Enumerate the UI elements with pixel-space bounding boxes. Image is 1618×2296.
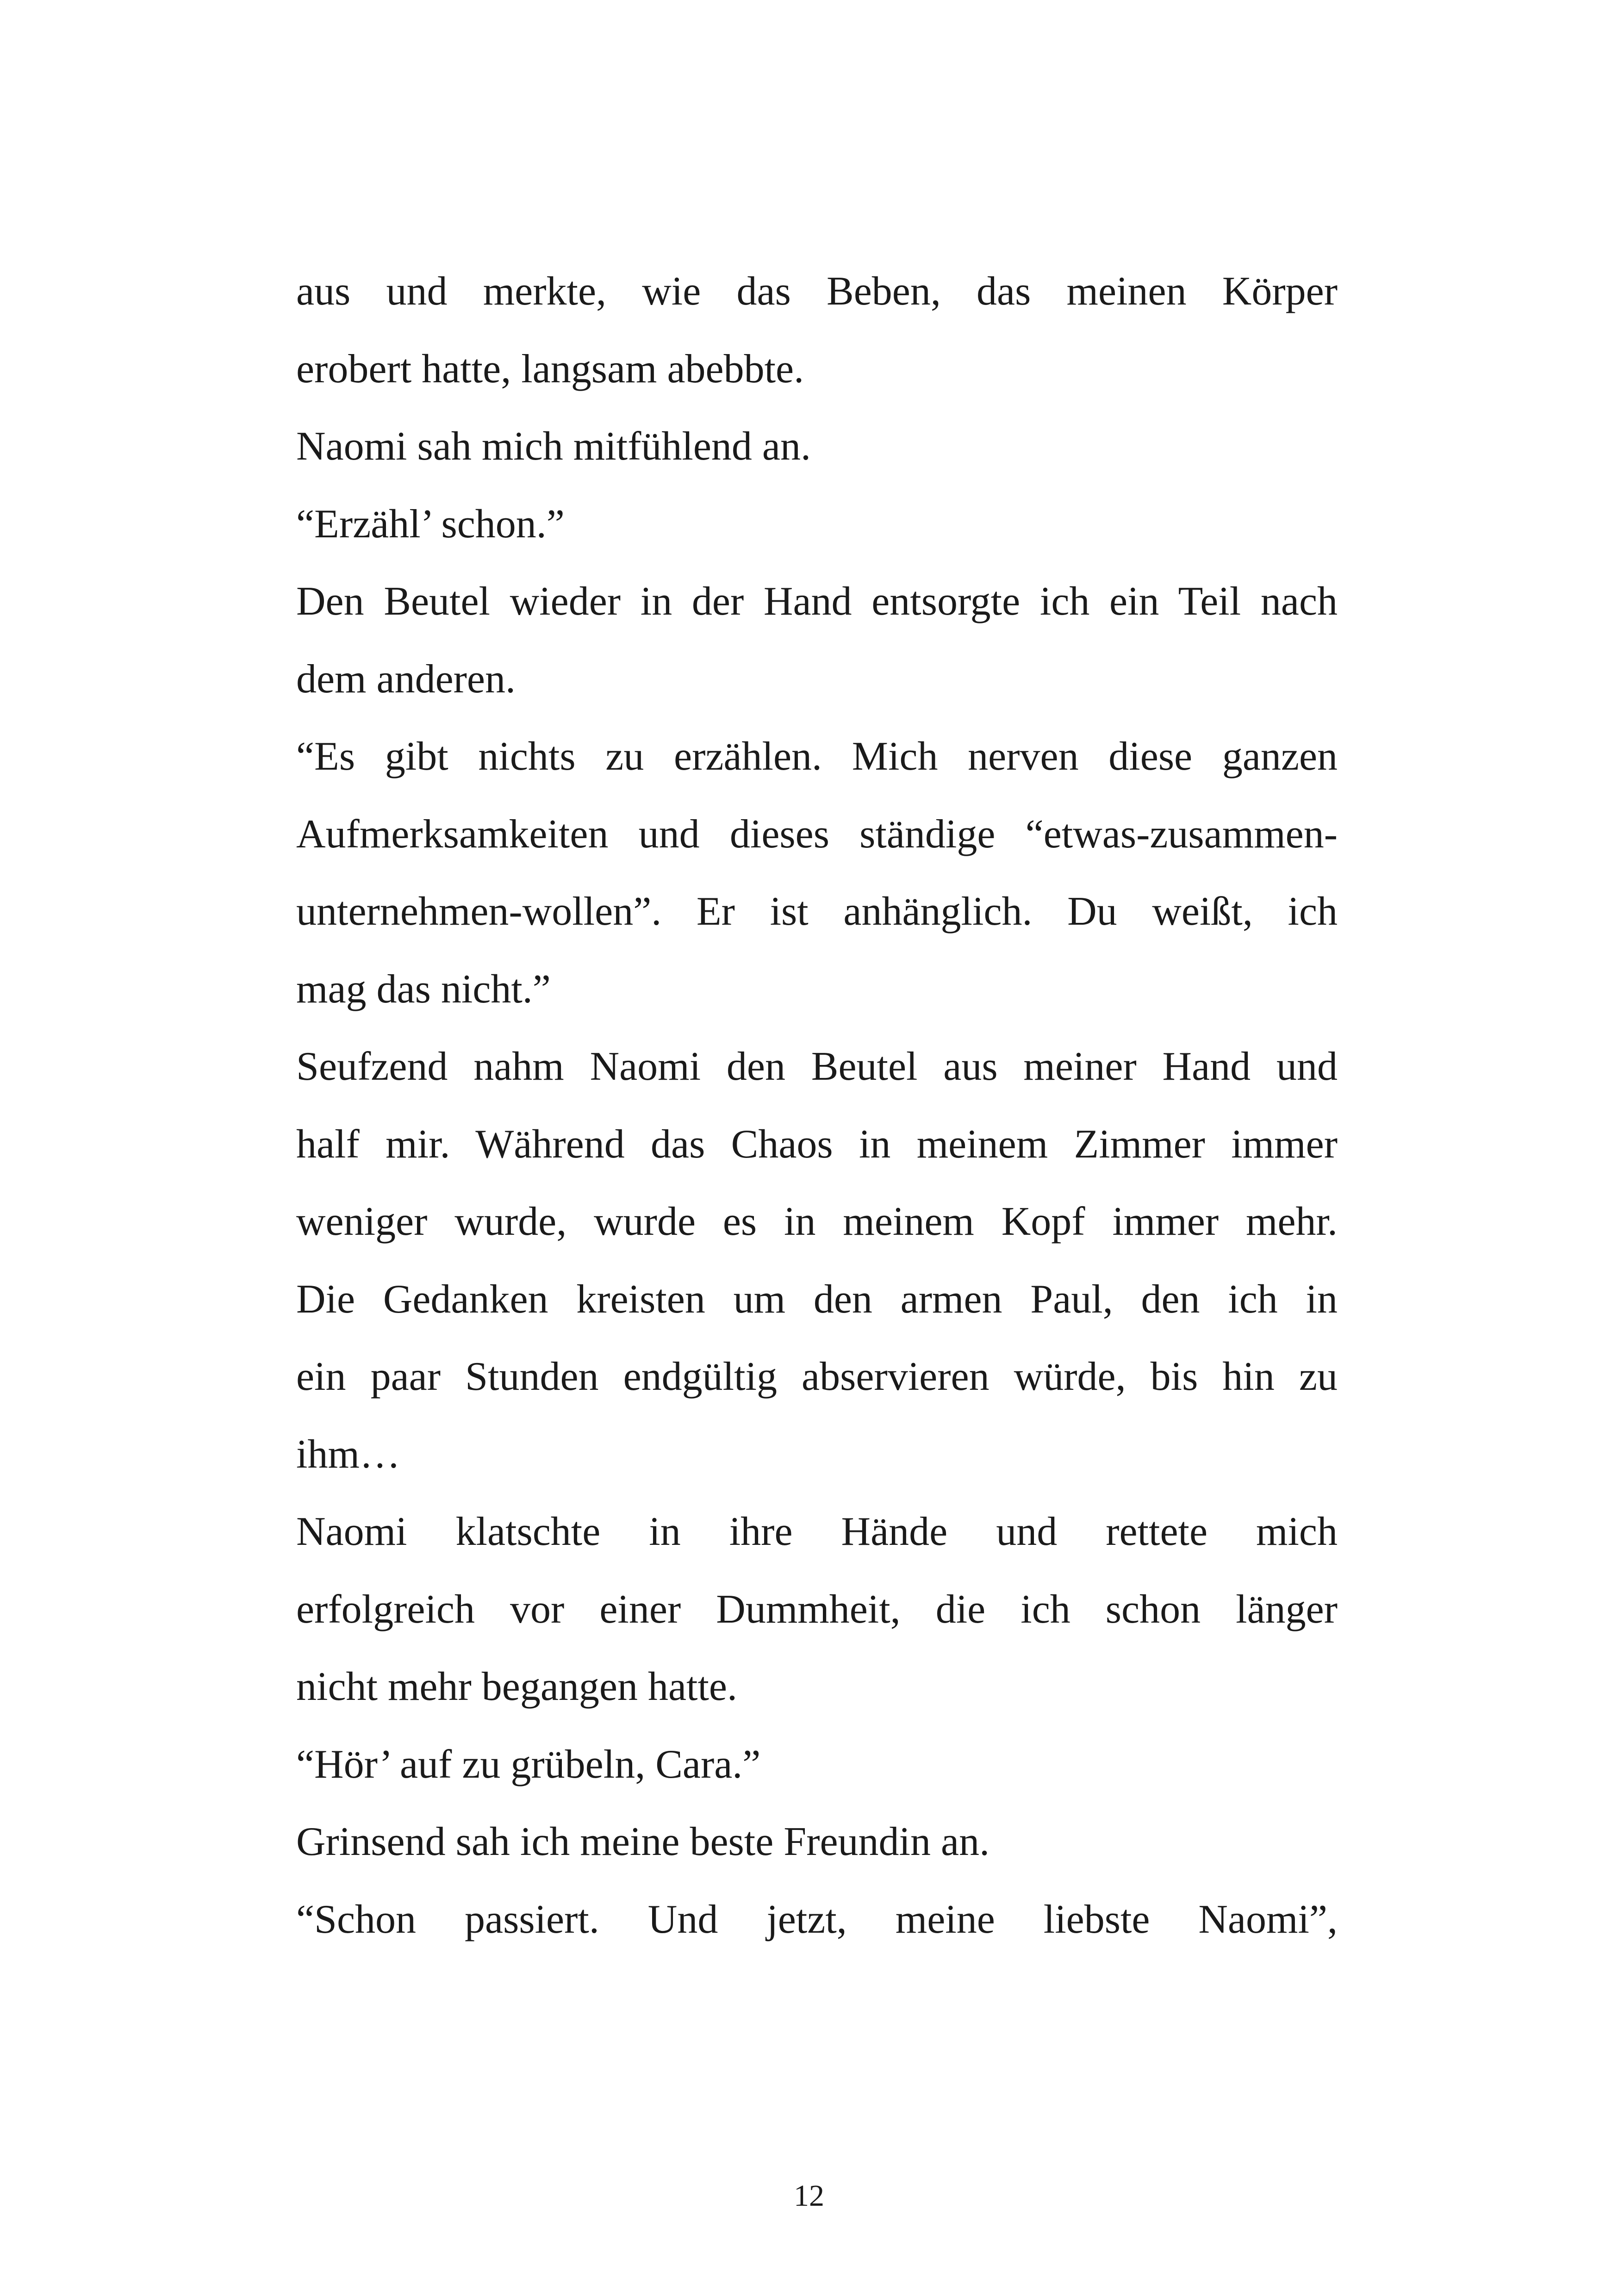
text-line: “Erzähl’ schon.”	[296, 502, 565, 547]
text-line: half mir. Während das Chaos in meinem Zimmer immer	[296, 1122, 1338, 1167]
text-line: ein paar Stunden endgültig abservieren würde, bis hin zu	[296, 1354, 1338, 1399]
text-line: Grinsend sah ich meine beste Freundin an.	[296, 1819, 990, 1864]
text-line: Naomi sah mich mitfühlend an.	[296, 424, 811, 469]
text-line: erobert hatte, langsam abebbte.	[296, 347, 804, 392]
text-line: “Hör’ auf zu grübeln, Cara.”	[296, 1742, 761, 1787]
text-line: Seufzend nahm Naomi den Beutel aus meiner Hand und	[296, 1044, 1338, 1089]
text-line: Aufmerksamkeiten und dieses ständige “etwas-zusammen-	[296, 812, 1338, 857]
text-line: aus und merkte, wie das Beben, das meinen Körper	[296, 269, 1338, 314]
text-line: “Es gibt nichts zu erzählen. Mich nerven diese ganzen	[296, 734, 1338, 779]
text-line: Naomi klatschte in ihre Hände und rettete mich	[296, 1509, 1338, 1554]
text-line: nicht mehr begangen hatte.	[296, 1664, 737, 1709]
text-line: ihm…	[296, 1432, 400, 1477]
page-number: 12	[794, 2179, 824, 2213]
text-line: erfolgreich vor einer Dummheit, die ich schon länger	[296, 1587, 1338, 1632]
text-line: Den Beutel wieder in der Hand entsorgte ich ein Teil nach	[296, 579, 1338, 624]
text-line: Die Gedanken kreisten um den armen Paul, den ich in	[296, 1277, 1338, 1322]
text-line: weniger wurde, wurde es in meinem Kopf immer mehr.	[296, 1199, 1338, 1244]
text-line: unternehmen-wollen”. Er ist anhänglich. Du weißt, ich	[296, 889, 1338, 934]
text-line: dem anderen.	[296, 657, 516, 702]
text-line: mag das nicht.”	[296, 967, 551, 1012]
text-line: “Schon passiert. Und jetzt, meine liebste Naomi”,	[296, 1897, 1338, 1942]
